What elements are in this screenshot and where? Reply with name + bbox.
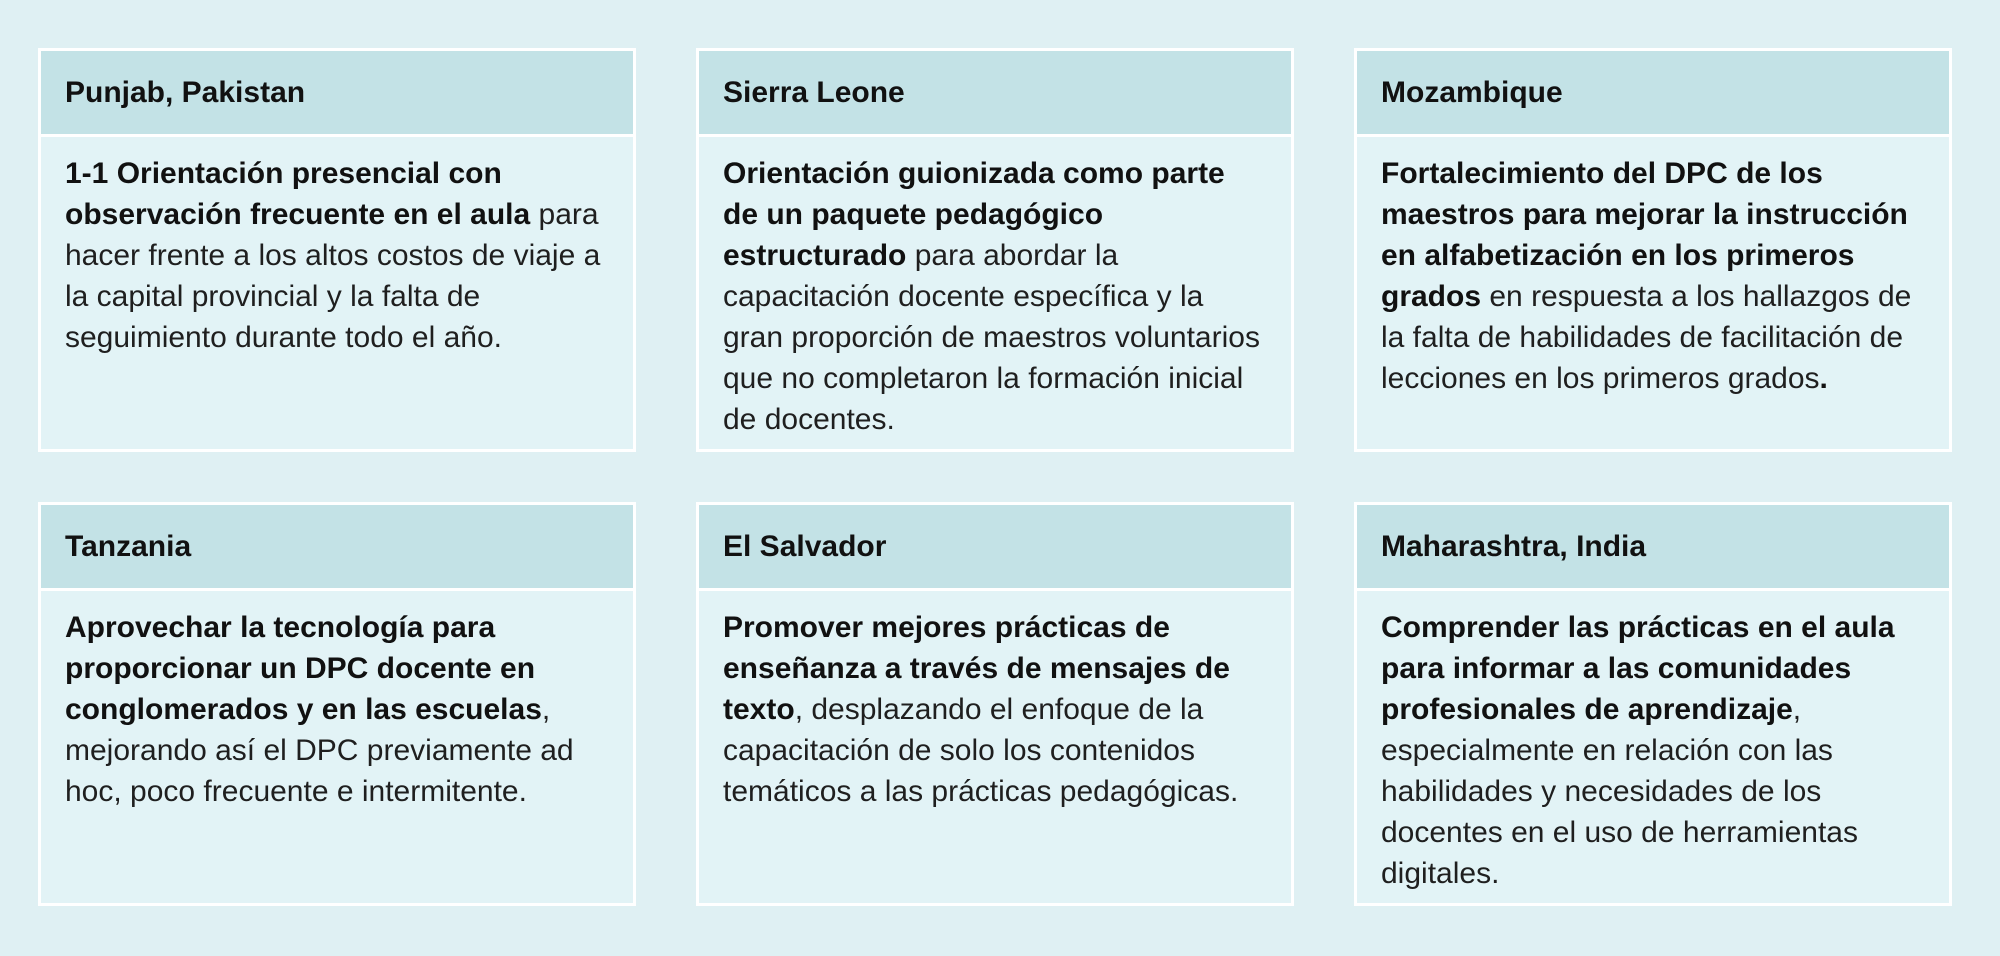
card-title: Tanzania [41,505,633,591]
card-title: Maharashtra, India [1357,505,1949,591]
card-highlight: Promover mejores prácticas de enseñanza a través de mensajes de texto [723,611,1230,726]
card-description [699,591,1291,812]
card-description [699,137,1291,440]
card-highlight: Orientación guionizada como parte de un paquete pedagógico estructurado [723,157,1225,272]
card-text: para hacer frente a los altos costos de viaje a la capital provincial y la falta de seguimiento durante todo el año. [65,198,601,354]
card-title: El Salvador [699,505,1291,591]
card-text: , desplazando el enfoque de la capacitación de solo los contenidos temáticos a las prácticas pedagógicas. [723,693,1239,808]
card-tanzania [38,502,636,906]
card-highlight: Comprender las prácticas en el aula para informar a las comunidades profesionales de aprendizaje [1381,611,1895,726]
card-maharashtra-india [1354,502,1952,906]
card-tail: . [1819,362,1828,395]
card-text: en respuesta a los hallazgos de la falta de habilidades de facilitación de lecciones en los primeros grados [1381,280,1912,395]
card-highlight: 1-1 Orientación presencial con observación frecuente en el aula [65,157,531,231]
card-description [41,591,633,812]
card-sierra-leone [696,48,1294,452]
card-description [1357,137,1949,399]
card-text: , especialmente en relación con las habilidades y necesidades de los docentes en el uso de herramientas digitales. [1381,693,1858,890]
card-text: , mejorando así el DPC previamente ad hoc, poco frecuente e intermitente. [65,693,574,808]
card-title: Sierra Leone [699,51,1291,137]
card-mozambique [1354,48,1952,452]
card-description [1357,591,1949,894]
card-el-salvador [696,502,1294,906]
card-title: Mozambique [1357,51,1949,137]
card-punjab-pakistan [38,48,636,452]
card-text: para abordar la capacitación docente específica y la gran proporción de maestros voluntarios que no completaron la formación inicial de docentes. [723,239,1260,436]
card-highlight: Fortalecimiento del DPC de los maestros para mejorar la instrucción en alfabetización en los primeros grados [1381,157,1908,313]
card-highlight: Aprovechar la tecnología para proporcionar un DPC docente en conglomerados y en las escuelas [65,611,542,726]
card-title: Punjab, Pakistan [41,51,633,137]
card-description [41,137,633,358]
case-cards-grid [38,48,1952,906]
